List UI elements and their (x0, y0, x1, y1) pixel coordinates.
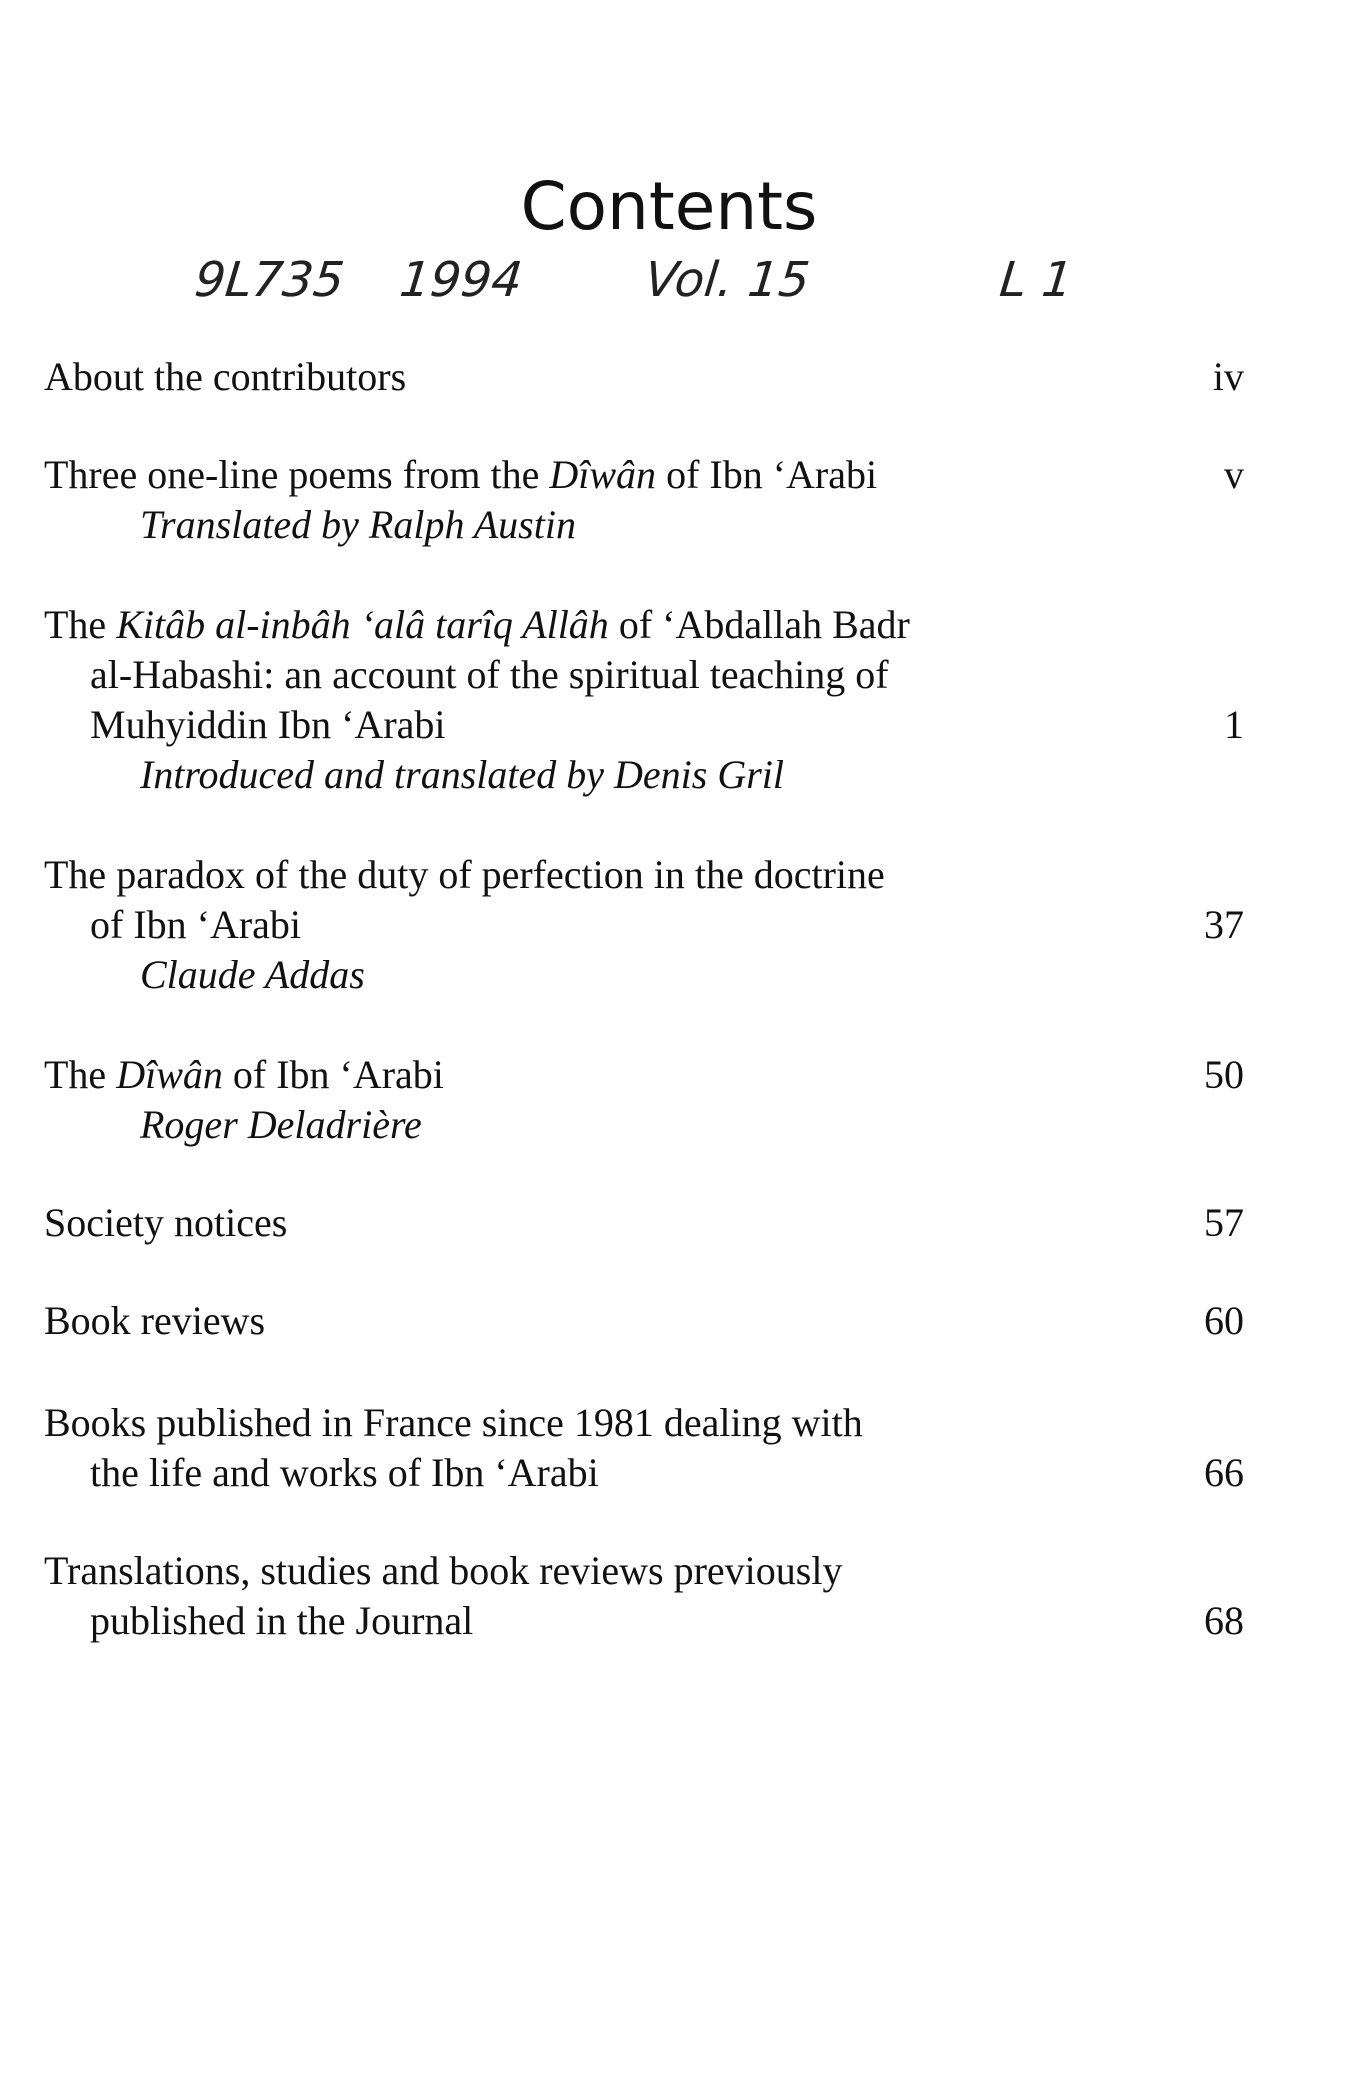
entry-title-continued: published in the Journal (90, 1598, 474, 1643)
page-number: 37 (1204, 902, 1244, 947)
entry-title-part: The (44, 1052, 117, 1097)
entry-title: Books published in France since 1981 dealing with (44, 1400, 863, 1445)
entry-author: Introduced and translated by Denis Gril (140, 752, 785, 797)
entry-author: Roger Deladrière (140, 1102, 422, 1147)
toc-entry-translations-studies[interactable] (44, 1546, 1244, 1646)
entry-title-continued: Muhyiddin Ibn ‘Arabi (90, 702, 446, 747)
entry-title: Book reviews (44, 1298, 266, 1343)
entry-title: About the contributors (44, 354, 407, 399)
page-title: Contents (520, 168, 818, 245)
page-number: 57 (1204, 1200, 1244, 1245)
entry-title-continued: the life and works of Ibn ‘Arabi (90, 1450, 599, 1495)
page-number: 1 (1224, 702, 1244, 747)
entry-title-part: of Ibn ‘Arabi (656, 452, 878, 497)
entry-title-italic: Kitâb al-inbâh ‘alâ tarîq Allâh (116, 602, 609, 647)
entry-title-part: of ‘Abdallah Badr (608, 602, 910, 647)
entry-title-part: Three one-line poems from the (44, 452, 550, 497)
handwritten-volume: Vol. 15 (642, 252, 813, 308)
entry-author: Claude Addas (140, 952, 365, 997)
page-number: 66 (1204, 1450, 1244, 1495)
entry-title: Society notices (44, 1200, 288, 1245)
entry-title-part: The (44, 602, 117, 647)
toc-entry-kitab-al-inbah[interactable] (44, 600, 1244, 800)
entry-title-continued: of Ibn ‘Arabi (90, 902, 302, 947)
toc-entry-three-poems[interactable] (44, 450, 1244, 550)
handwritten-call-number: 9L735 (192, 252, 347, 308)
entry-title-continued: al-Habashi: an account of the spiritual teaching of (90, 652, 889, 697)
entry-title: Translations, studies and book reviews previously (44, 1548, 843, 1593)
page-number: 68 (1204, 1598, 1244, 1643)
handwritten-annotation (192, 252, 1155, 332)
page-number: v (1224, 452, 1244, 497)
entry-title-italic: Dîwân (549, 452, 657, 497)
toc-entry-diwan[interactable] (44, 1050, 1244, 1150)
entry-title-part: of Ibn ‘Arabi (222, 1052, 444, 1097)
toc-entry-society-notices[interactable] (44, 1198, 1244, 1248)
entry-title: The paradox of the duty of perfection in the doctrine (44, 852, 885, 897)
entry-author: Translated by Ralph Austin (140, 502, 576, 547)
entry-title-italic: Dîwân (116, 1052, 223, 1097)
toc-entry-books-published-france[interactable] (44, 1398, 1244, 1498)
handwritten-year: 1994 (397, 252, 526, 308)
handwritten-location: L 1 (997, 252, 1076, 308)
page-number: iv (1212, 354, 1244, 399)
toc-entry-paradox[interactable] (44, 850, 1244, 1000)
page-number: 50 (1204, 1052, 1244, 1097)
toc-entry-book-reviews[interactable] (44, 1296, 1244, 1346)
page-number: 60 (1204, 1298, 1244, 1343)
toc-entry-contributors[interactable] (44, 352, 1244, 402)
